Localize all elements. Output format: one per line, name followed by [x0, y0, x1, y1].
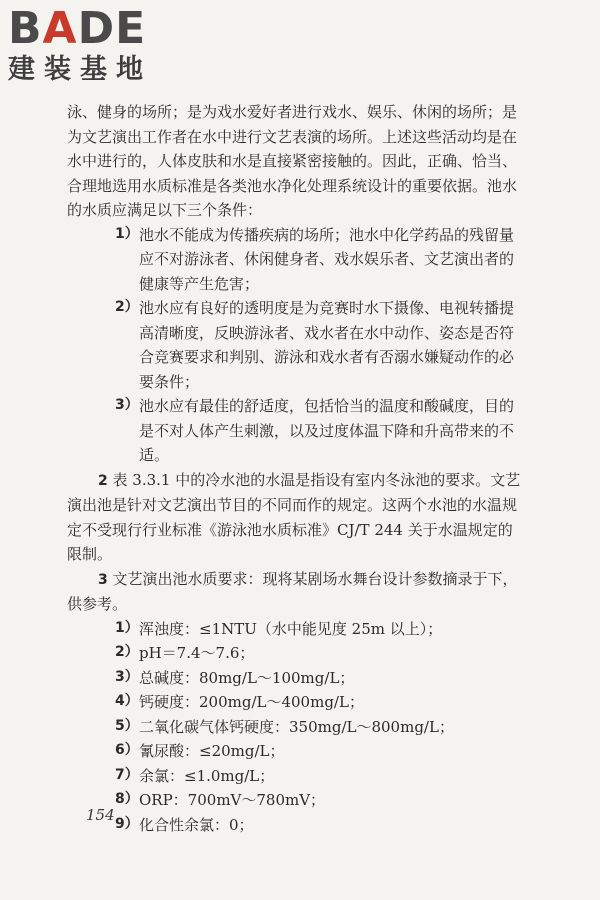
section-3-text: 文艺演出池水质要求：现将某剧场水舞台设计参数摘录于下，供参考。 — [67, 569, 518, 613]
param-number: 2） — [115, 644, 139, 660]
param-item — [67, 666, 527, 691]
param-number: 7） — [115, 766, 139, 783]
condition-text: 池水应有良好的透明度是为竞赛时水下摄像、电视转播提高清晰度，反映游泳者、戏水者在水中动作、姿态是否符合竞赛要求和判别、游泳和戏水者有否溺水嫌疑动作的必要条件； — [139, 299, 515, 391]
param-number: 8） — [115, 791, 139, 807]
condition-item — [67, 394, 527, 468]
param-text: pH＝7.4～7.6； — [139, 644, 255, 662]
intro-paragraph: 泳、健身的场所；是为戏水爱好者进行戏水、娱乐、休闲的场所；是为文艺演出工作者在水中进行文艺表演的场所。上述这些活动均是在水中进行的，人体皮肤和水是直接紧密接触的。因此，正确、恰当、合理地选用水质标准是各类池水净化处理系统设计的重要依据。池水的水质应满足以下三个条件： — [67, 103, 518, 219]
param-item — [67, 764, 527, 789]
condition-number: 3） — [115, 397, 139, 413]
section-3-paragraph — [67, 567, 527, 617]
param-text: 化合性余氯：0； — [139, 815, 254, 834]
logo-letters-de: DE — [77, 3, 147, 54]
condition-text: 池水应有最佳的舒适度，包括恰当的温度和酸碱度，目的是不对人体产生刺激，以及过度体温下降和升高带来的不适。 — [139, 397, 515, 464]
param-text: 余氯：≤1.0mg/L； — [139, 766, 275, 785]
param-number: 4） — [115, 693, 139, 709]
param-item — [67, 617, 527, 642]
param-text: 浑浊度：≤1NTU（水中能见度 25m 以上）； — [139, 619, 443, 638]
condition-item — [67, 223, 527, 297]
section-2-paragraph — [67, 468, 527, 567]
condition-number: 1） — [115, 225, 139, 242]
section-2-text: 表 3.3.1 中的冷水池的水温是指设有室内冬泳池的要求。文艺演出池是针对文艺演出节目的不同而作的规定。这两个水池的水温规定不受现行行业标准《游泳池水质标准》CJ/T 244 关于水温规定的限制。 — [67, 470, 521, 563]
param-item — [67, 739, 527, 764]
section-3-number: 3 — [98, 571, 108, 588]
param-text: ORP：700mV～780mV； — [139, 791, 326, 809]
param-item — [67, 690, 527, 715]
param-text: 二氧化碳气体钙硬度：350mg/L～800mg/L； — [139, 717, 454, 736]
param-number: 1） — [115, 619, 139, 636]
param-item — [67, 788, 527, 813]
page-number: 154 — [86, 806, 115, 824]
condition-item — [67, 296, 527, 394]
section-2-number: 2 — [98, 472, 108, 489]
param-item — [67, 641, 527, 666]
page-body — [67, 100, 527, 837]
param-number: 5） — [115, 717, 139, 734]
param-item — [67, 715, 527, 740]
logo-subtitle: 建装基地 — [8, 54, 152, 85]
param-text: 氰尿酸：≤20mg/L； — [139, 742, 285, 760]
param-text: 钙硬度：200mg/L～400mg/L； — [139, 693, 364, 711]
condition-text: 池水不能成为传播疾病的场所；池水中化学药品的残留量应不对游泳者、休闲健身者、戏水娱乐者、文艺演出者的健康等产生危害； — [139, 225, 515, 293]
param-number: 3） — [115, 668, 139, 685]
param-number: 9） — [115, 815, 139, 832]
param-item — [67, 813, 527, 838]
logo-letter-b: B — [8, 3, 43, 54]
condition-number: 2） — [115, 299, 139, 315]
param-number: 6） — [115, 742, 139, 758]
logo-wordmark — [8, 3, 178, 54]
logo — [8, 3, 178, 86]
logo-letter-a: A — [42, 3, 78, 54]
param-text: 总碱度：80mg/L～100mg/L； — [139, 668, 355, 687]
